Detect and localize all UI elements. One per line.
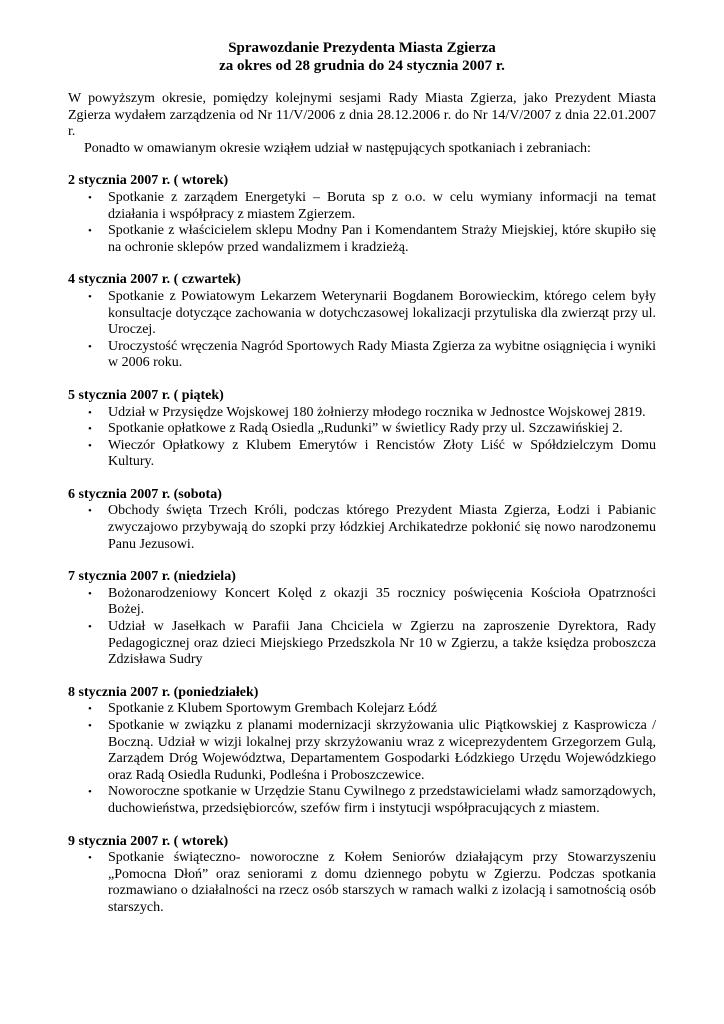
section-item-list [68, 850, 656, 916]
list-item [68, 190, 656, 223]
list-item-text: Spotkanie z zarządem Energetyki – Boruta sp z o.o. w celu wymiany informacji na temat działania i współpracy z miastem Zgierzem. [108, 189, 656, 222]
list-item-text: Uroczystość wręczenia Nagród Sportowych Rady Miasta Zgierza za wybitne osiągnięcia i wyniki w 2006 roku. [108, 338, 656, 371]
bullet-icon: • [88, 621, 92, 634]
list-item [68, 405, 656, 422]
list-item [68, 339, 656, 372]
list-item [68, 421, 656, 438]
bullet-icon: • [88, 587, 92, 600]
list-item-text: Wieczór Opłatkowy z Klubem Emerytów i Rencistów Złoty Liść w Spółdzielczym Domu Kultury. [108, 437, 656, 470]
list-item [68, 586, 656, 619]
list-item-text: Spotkanie z Klubem Sportowym Grembach Kolejarz Łódź [108, 701, 437, 717]
bullet-icon: • [88, 505, 92, 518]
bullet-icon: • [88, 290, 92, 303]
list-item [68, 850, 656, 916]
report-section [68, 272, 656, 372]
document-page [68, 40, 656, 917]
intro-paragraph-2: Ponadto w omawianym okresie wziąłem udział w następujących spotkaniach i zebraniach: [84, 140, 591, 156]
list-item [68, 438, 656, 471]
section-date-heading: 4 stycznia 2007 r. ( czwartek) [68, 272, 241, 288]
list-item-text: Spotkanie z właścicielem sklepu Modny Pan i Komendantem Straży Miejskiej, które skupiło się na ochronie sklepów przed wandalizmem i kradzieżą. [108, 223, 656, 255]
section-item-list [68, 503, 656, 553]
intro-paragraph: W powyższym okresie, pomiędzy kolejnymi sesjami Rady Miasta Zgierza, jako Prezydent Miasta Zgierza wydałem zarządzenia od Nr 11/V/2006 z dnia 28.12.2006 r. do Nr 14/V/2007 z dnia 22.01.2007 r. [68, 91, 656, 140]
report-section [68, 173, 656, 256]
bullet-icon: • [88, 406, 92, 419]
bullet-icon: • [88, 340, 92, 353]
bullet-icon: • [88, 225, 92, 238]
bullet-icon: • [88, 720, 92, 732]
bullet-icon: • [88, 439, 92, 452]
section-date-heading: 7 stycznia 2007 r. (niedziela) [68, 569, 236, 585]
title-line-1: Sprawozdanie Prezydenta Miasta Zgierza [228, 40, 496, 56]
section-date-heading: 2 stycznia 2007 r. ( wtorek) [68, 173, 229, 189]
list-item [68, 784, 656, 817]
section-item-list [68, 405, 656, 471]
section-date-heading: 9 stycznia 2007 r. ( wtorek) [68, 833, 229, 849]
bullet-icon: • [88, 703, 92, 716]
list-item-text: Udział w Jasełkach w Parafii Jana Chciciela w Zgierzu na zaproszenie Dyrektora, Rady Pedagogicznej oraz dzieci Miejskiego Przedszkola Nr 10 w Zgierzu, a także księdza proboszcza Zdzisława Sudry [108, 619, 656, 668]
list-item-text: Udział w Przysiędze Wojskowej 180 żołnierzy młodego rocznika w Jednostce Wojskowej 2819. [108, 404, 646, 420]
report-section [68, 834, 656, 917]
list-item-text: Obchody święta Trzech Króli, podczas którego Prezydent Miasta Zgierza, Łodzi i Pabianic zwyczajowo przybywają do szopki przy łódzkiej Archikatedrze pokłonić się nowo narodzonemu Panu Jezusowi. [108, 503, 656, 552]
title-line-2: za okres od 28 grudnia do 24 stycznia 2007 r. [219, 57, 505, 74]
list-item [68, 718, 656, 784]
section-item-list [68, 701, 656, 817]
report-section [68, 685, 656, 818]
bullet-icon: • [88, 191, 92, 204]
list-item [68, 619, 656, 669]
list-item-text: Spotkanie opłatkowe z Radą Osiedla „Rudunki” w świetlicy Rady przy ul. Szczawińskiej 2. [108, 421, 623, 437]
list-item-text: Spotkanie świąteczno- noworoczne z Kołem Seniorów działającym przy Stowarzyszeniu „Pomocna Dłoń” oraz seniorami z domu dziennego pobytu w Zgierzu. Podczas spotkania rozmawiano o działalności na rzecz osób starszych w ramach walki z izolacją i samotnością osób starszych. [108, 850, 656, 915]
report-section [68, 487, 656, 553]
list-item [68, 701, 656, 718]
section-item-list [68, 289, 656, 372]
report-section [68, 388, 656, 471]
report-section [68, 569, 656, 669]
list-item [68, 223, 656, 256]
bullet-icon: • [88, 786, 92, 799]
section-date-heading: 5 stycznia 2007 r. ( piątek) [68, 387, 224, 403]
list-item [68, 289, 656, 339]
section-date-heading: 8 stycznia 2007 r. (poniedziałek) [68, 684, 259, 700]
section-item-list [68, 190, 656, 256]
document-title [68, 40, 656, 75]
list-item-text: Noworoczne spotkanie w Urzędzie Stanu Cywilnego z przedstawicielami władz samorządowych, duchowieństwa, przedsiębiorców, szefów firm i instytucji współpracujących z miastem. [108, 784, 656, 816]
list-item-text: Spotkanie z Powiatowym Lekarzem Weterynarii Bogdanem Borowieckim, którego celem były konsultacje dotyczące zachowania w dotychczasowej lokalizacji przytuliska dla zwierząt przy ul. Uroczej. [108, 288, 656, 338]
section-item-list [68, 586, 656, 669]
section-date-heading: 6 stycznia 2007 r. (sobota) [68, 486, 222, 502]
report-sections [68, 173, 656, 916]
list-item-text: Spotkanie w związku z planami modernizacji skrzyżowania ulic Piątkowskiej z Kasprowicza / Boczną. Udział w wizji lokalnej przy skrzyżowaniu wraz z wiceprezydentem Grzegorzem Gulą, Zarządem Dróg Województwa, Departamentem Gospodarki Łódzkiego Urzędu Wojewódzkiego oraz Radą Osiedla Rudunki, Podleśna i Proboszczewice. [108, 718, 656, 783]
bullet-icon: • [88, 423, 92, 436]
list-item-text: Bożonarodzeniowy Koncert Kolęd z okazji 35 rocznicy poświęcenia Kościoła Opatrzności Bożej. [108, 585, 656, 618]
bullet-icon: • [88, 852, 92, 865]
list-item [68, 503, 656, 553]
